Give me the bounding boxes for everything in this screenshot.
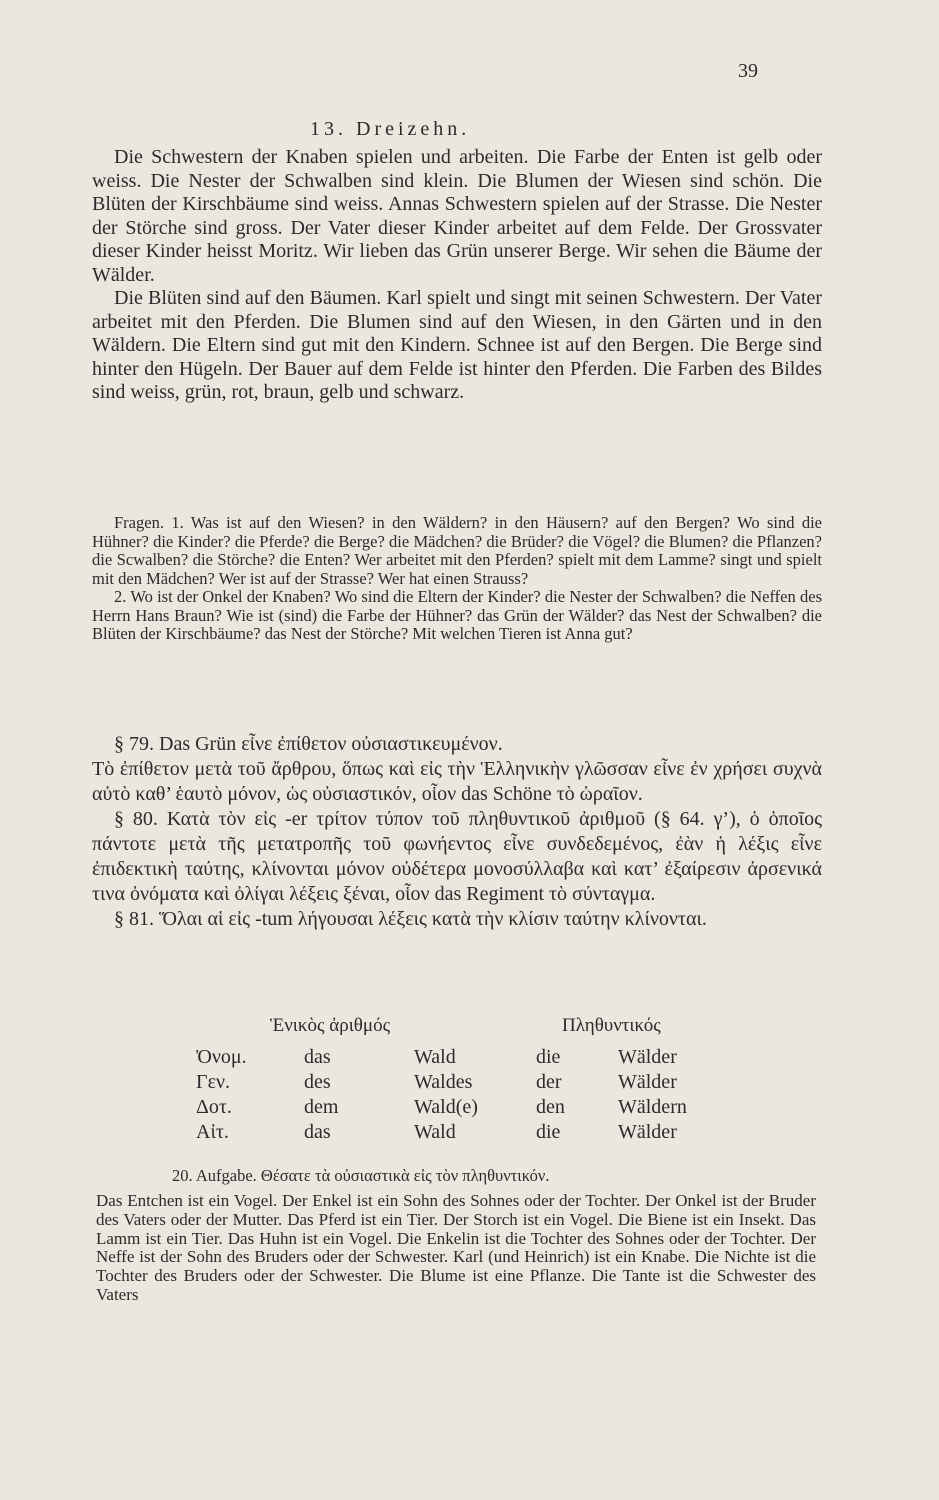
- section-title: 13. Dreizehn.: [310, 118, 471, 140]
- table-row: [196, 1069, 768, 1094]
- article-plural-cell: die: [536, 1046, 561, 1068]
- grammar-paragraph: § 81. Ὅλαι αἱ εἰς -tum λήγουσαι λέξεις κατὰ τὴν κλίσιν ταύτην κλίνονται.: [114, 908, 707, 930]
- case-cell: Αἰτ.: [196, 1121, 229, 1143]
- noun-singular-cell: Waldes: [414, 1071, 473, 1093]
- case-cell: Δοτ.: [196, 1096, 232, 1118]
- noun-plural-cell: Wälder: [618, 1071, 677, 1093]
- questions: [92, 514, 822, 644]
- grammar-notes: [92, 732, 822, 932]
- article-plural-cell: die: [536, 1121, 561, 1143]
- reading-text: [92, 146, 822, 405]
- grammar-paragraph: Τὸ ἐπίθετον μετὰ τοῦ ἄρθρου, ὅπως καὶ εἰς τὴν Ἑλληνικὴν γλῶσσαν εἶνε ἐν χρήσει συχνὰ αὐτὸ καθ’ ἑαυτὸ μόνον, ὡς οὐσιαστικόν, οἷον das Schöne τὸ ὡραῖον.: [92, 758, 822, 805]
- table-header-singular: Ἑνικὸς ἀριθμός: [270, 1015, 391, 1036]
- declension-table: [196, 1044, 768, 1144]
- noun-singular-cell: Wald: [414, 1046, 456, 1068]
- table-row: [196, 1044, 768, 1069]
- noun-plural-cell: Wälder: [618, 1046, 677, 1068]
- exercise-text: Das Entchen ist ein Vogel. Der Enkel ist ein Sohn des Sohnes oder der Tochter. Der Onkel ist der Bruder des Vaters oder der Mutter. Das Pferd ist ein Tier. Der Storch ist ein Vogel. Die Biene ist ein Insekt. Das Lamm ist ein Tier. Das Huhn ist ein Vogel. Die Enkelin ist die Tochter des Sohnes oder der Tochter. Der Neffe ist der Sohn des Bruders oder der Schwester. Karl (und Heinrich) ist ein Knabe. Die Nichte ist die Tochter des Bruders oder der Schwester. Die Blume ist eine Pflanze. Die Tante ist die Schwester des Vaters: [96, 1191, 816, 1304]
- table-header-plural: Πληθυντικός: [562, 1015, 661, 1036]
- noun-plural-cell: Wälder: [618, 1121, 677, 1143]
- reading-paragraph: Die Schwestern der Knaben spielen und arbeiten. Die Farbe der Enten ist gelb oder weiss. Die Nester der Schwalben sind klein. Die Blumen der Wiesen sind schön. Die Blüten der Kirschbäume sind weiss. Annas Schwestern spielen auf der Strasse. Die Nester der Störche sind gross. Der Vater dieser Kinder arbeitet auf dem Felde. Der Grossvater dieser Kinder heisst Moritz. Wir lieben das Grün unserer Berge. Wir sehen die Bäume der Wälder.: [92, 146, 822, 286]
- noun-singular-cell: Wald(e): [414, 1096, 478, 1118]
- table-row: [196, 1119, 768, 1144]
- page-number: 39: [738, 60, 758, 82]
- article-singular-cell: des: [304, 1071, 331, 1093]
- grammar-paragraph: § 79. Das Grün εἶνε ἐπίθετον οὐσιαστικευμένον.: [114, 733, 503, 755]
- grammar-paragraph: § 80. Κατὰ τὸν εἰς -er τρίτον τύπον τοῦ πληθυντικοῦ ἀριθμοῦ (§ 64. γ’), ὁ ὁποῖος πάντοτε μετὰ τῆς μετατροπῆς τοῦ φωνήεντος εἶνε συνδεδεμένος, ἐὰν ἡ λέξις εἶνε ἐπιδεκτικὴ ταύτης, κλίνονται μόνον οὐδέτερα μονοσύλλαβα καὶ κατ’ ἐξαίρεσιν ἀρσενικά τινα ὀνόματα καὶ ὀλίγαι λέξεις ξέναι, οἷον das Regiment τὸ σύνταγμα.: [92, 808, 822, 905]
- case-cell: Γεν.: [196, 1071, 231, 1093]
- exercise-title: 20. Aufgabe. Θέσατε τὰ οὐσιαστικὰ εἰς τὸν πληθυντικόν.: [172, 1166, 550, 1185]
- article-plural-cell: den: [536, 1096, 565, 1118]
- article-plural-cell: der: [536, 1071, 562, 1093]
- table-row: [196, 1094, 768, 1119]
- article-singular-cell: das: [304, 1121, 331, 1143]
- question-paragraph: 2. Wo ist der Onkel der Knaben? Wo sind die Eltern der Kinder? die Nester der Schwalben? die Neffen des Herrn Hans Braun? Wie ist (sind) die Farbe der Hühner? das Grün der Wälder? das Nest der Schwalben? die Blüten der Kirschbäume? das Nest der Störche? Mit welchen Tieren ist Anna gut?: [92, 587, 822, 643]
- question-paragraph: Fragen. 1. Was ist auf den Wiesen? in den Wäldern? in den Häusern? auf den Bergen? Wo sind die Hühner? die Kinder? die Pferde? die Berge? die Mädchen? die Brüder? die Vögel? die Blumen? die Pflanzen? die Scwalben? die Störche? die Enten? Wer arbeitet mit den Pferden? spielt mit dem Lamme? singt und spielt mit den Mädchen? Wer ist auf der Strasse? Wer hat einen Strauss?: [92, 513, 822, 588]
- article-singular-cell: dem: [304, 1096, 339, 1118]
- case-cell: Ὀνομ.: [196, 1046, 247, 1068]
- noun-plural-cell: Wäldern: [618, 1096, 687, 1118]
- reading-paragraph: Die Blüten sind auf den Bäumen. Karl spielt und singt mit seinen Schwestern. Der Vater arbeitet mit den Pferden. Die Blumen sind auf den Wiesen, in den Gärten und in den Wäldern. Die Eltern sind gut mit den Kindern. Schnee ist auf den Bergen. Die Berge sind hinter den Hügeln. Der Bauer auf dem Felde ist hinter den Pferden. Die Farben des Bildes sind weiss, grün, rot, braun, gelb und schwarz.: [92, 287, 822, 403]
- noun-singular-cell: Wald: [414, 1121, 456, 1143]
- article-singular-cell: das: [304, 1046, 331, 1068]
